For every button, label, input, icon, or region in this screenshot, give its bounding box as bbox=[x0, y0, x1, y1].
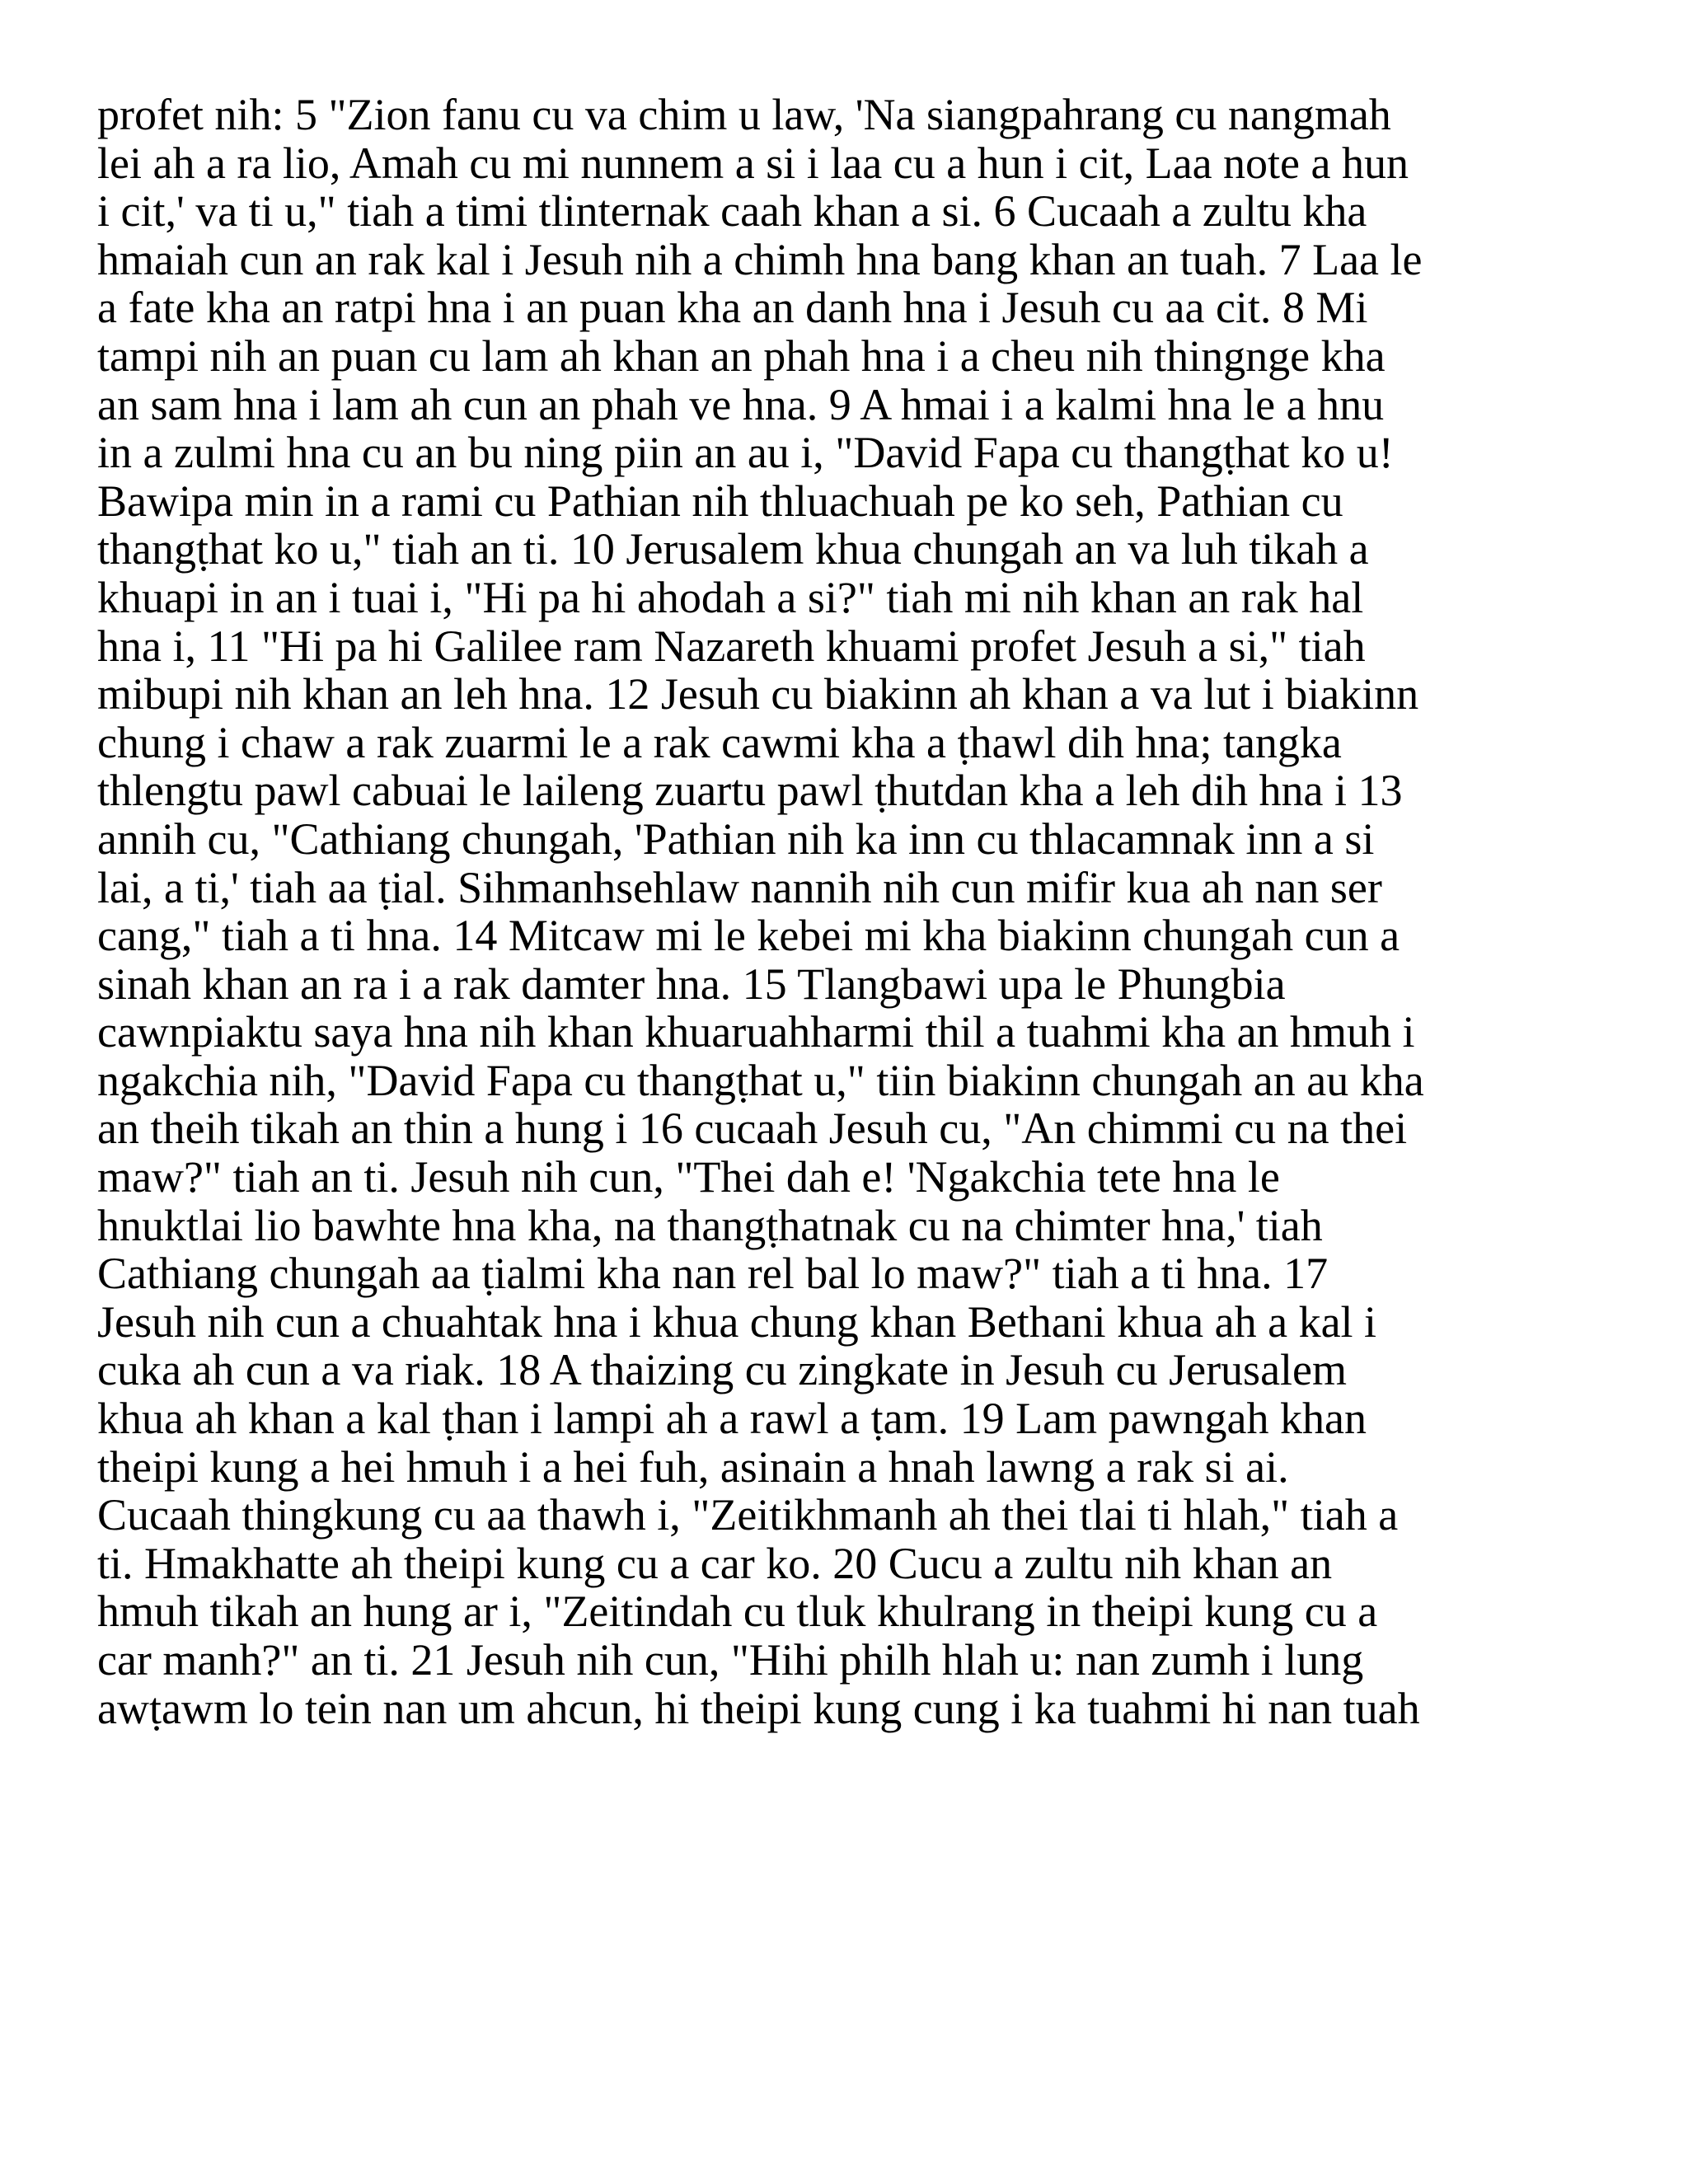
text-line: ti. Hmakhatte ah theipi kung cu a car ko. 20 Cucu a zultu nih khan an bbox=[97, 1538, 1333, 1588]
text-line: Jesuh nih cun a chuahtak hna i khua chung khan Bethani khua ah a kal i bbox=[97, 1296, 1377, 1347]
text-line: lei ah a ra lio, Amah cu mi nunnem a si i laa cu a hun i cit, Laa note a hun bbox=[97, 138, 1409, 188]
text-line: a fate kha an ratpi hna i an puan kha an danh hna i Jesuh cu aa cit. 8 Mi bbox=[97, 283, 1368, 333]
text-line: car manh?" an ti. 21 Jesuh nih cun, "Hihi philh hlah u: nan zumh i lung bbox=[97, 1635, 1364, 1685]
text-line: thlengtu pawl cabuai le laileng zuartu pawl ṭhutdan kha a leh dih hna i 13 bbox=[97, 766, 1403, 816]
text-line: profet nih: 5 "Zion fanu cu va chim u law, 'Na siangpahrang cu nangmah bbox=[97, 90, 1391, 139]
text-line: in a zulmi hna cu an bu ning piin an au i, "David Fapa cu thangṭhat ko u! bbox=[97, 428, 1394, 478]
text-line: theipi kung a hei hmuh i a hei fuh, asinain a hnah lawng a rak si ai. bbox=[97, 1441, 1289, 1492]
text-line: hnuktlai lio bawhte hna kha, na thangṭhatnak cu na chimter hna,' tiah bbox=[97, 1200, 1323, 1250]
text-line: an theih tikah an thin a hung i 16 cucaah Jesuh cu, "An chimmi cu na thei bbox=[97, 1104, 1408, 1154]
text-line: ngakchia nih, "David Fapa cu thangṭhat u," tiin biakinn chungah an au kha bbox=[97, 1055, 1424, 1105]
text-line: khuapi in an i tuai i, "Hi pa hi ahodah a si?" tiah mi nih khan an rak hal bbox=[97, 572, 1364, 622]
text-line: cawnpiaktu saya hna nih khan khuaruahharmi thil a tuahmi kha an hmuh i bbox=[97, 1007, 1415, 1057]
text-line: hna i, 11 "Hi pa hi Galilee ram Nazareth khuami profet Jesuh a si," tiah bbox=[97, 621, 1366, 671]
text-line: thangṭhat ko u," tiah an ti. 10 Jerusalem khua chungah an va luh tikah a bbox=[97, 524, 1369, 574]
text-line: tampi nih an puan cu lam ah khan an phah hna i a cheu nih thingnge kha bbox=[97, 330, 1386, 381]
text-line: an sam hna i lam ah cun an phah ve hna. 9 A hmai i a kalmi hna le a hnu bbox=[97, 379, 1385, 429]
text-line: Cathiang chungah aa ṭialmi kha nan rel bal lo maw?" tiah a ti hna. 17 bbox=[97, 1249, 1329, 1299]
text-line: awṭawm lo tein nan um ahcun, hi theipi kung cung i ka tuahmi hi nan tuah bbox=[97, 1683, 1420, 1733]
text-line: i cit,' va ti u," tiah a timi tlinternak caah khan a si. 6 Cucaah a zultu kha bbox=[97, 186, 1367, 237]
text-line: khua ah khan a kal ṭhan i lampi ah a rawl a ṭam. 19 Lam pawngah khan bbox=[97, 1394, 1367, 1444]
text-line: hmaiah cun an rak kal i Jesuh nih a chimh hna bang khan an tuah. 7 Laa le bbox=[97, 234, 1423, 284]
text-line: maw?" tiah an ti. Jesuh nih cun, "Thei dah e! 'Ngakchia tete hna le bbox=[97, 1152, 1280, 1202]
text-line: chung i chaw a rak zuarmi le a rak cawmi kha a ṭhawl dih hna; tangka bbox=[97, 717, 1342, 767]
text-line: mibupi nih khan an leh hna. 12 Jesuh cu biakinn ah khan a va lut i biakinn bbox=[97, 669, 1419, 719]
body-text bbox=[97, 91, 1606, 1732]
text-line: sinah khan an ra i a rak damter hna. 15 Tlangbawi upa le Phungbia bbox=[97, 958, 1286, 1009]
text-line: hmuh tikah an hung ar i, "Zeitindah cu tluk khulrang in theipi kung cu a bbox=[97, 1586, 1378, 1637]
text-line: cuka ah cun a va riak. 18 A thaizing cu zingkate in Jesuh cu Jerusalem bbox=[97, 1345, 1348, 1395]
text-line: Cucaah thingkung cu aa thawh i, "Zeitikhmanh ah thei tlai ti hlah," tiah a bbox=[97, 1490, 1399, 1540]
text-line: Bawipa min in a rami cu Pathian nih thluachuah pe ko seh, Pathian cu bbox=[97, 476, 1343, 526]
text-line: lai, a ti,' tiah aa ṭial. Sihmanhsehlaw nannih nih cun mifir kua ah nan ser bbox=[97, 862, 1382, 912]
text-line: annih cu, "Cathiang chungah, 'Pathian nih ka inn cu thlacamnak inn a si bbox=[97, 813, 1375, 864]
text-line: cang," tiah a ti hna. 14 Mitcaw mi le kebei mi kha biakinn chungah cun a bbox=[97, 911, 1400, 961]
